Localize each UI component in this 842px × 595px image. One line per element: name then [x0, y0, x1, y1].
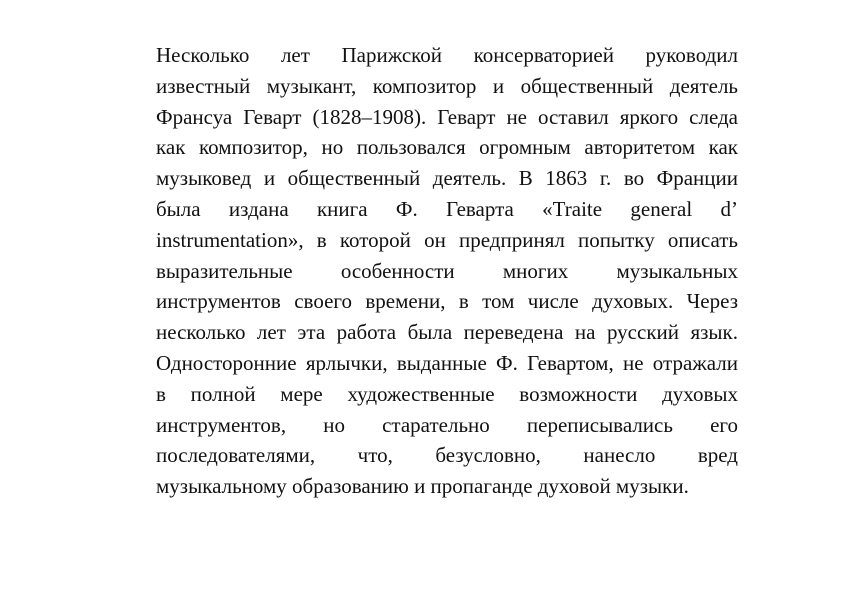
text-line-5: музыковед и общественный деятель. В 1863 г. во Франции [156, 166, 738, 191]
text-line-7: instrumentation», в которой он предпринял попытку описать [156, 227, 738, 252]
text-line-9: инструментов своего времени, в том числе духовых. Через [156, 289, 738, 314]
text-line-14: последователями, что, безусловно, нанесло вред [156, 443, 738, 468]
text-line-3: Франсуа Геварт (1828–1908). Геварт не оставил яркого следа [156, 104, 738, 129]
text-line-10: несколько лет эта работа была переведена на русский язык. [156, 320, 738, 345]
text-line-15: музыкальному образованию и пропаганде духовой музыки. [156, 474, 689, 499]
body-paragraph [156, 40, 738, 502]
text-line-6: была издана книга Ф. Геварта «Traite general d’ [156, 196, 738, 221]
text-line-2: известный музыкант, композитор и общественный деятель [156, 73, 738, 98]
text-line-1: Несколько лет Парижской консерваторией руководил [156, 43, 738, 67]
text-line-4: как композитор, но пользовался огромным авторитетом как [156, 135, 738, 160]
text-line-13: инструментов, но старательно переписывались его [156, 412, 738, 437]
text-line-12: в полной мере художественные возможности духовых [156, 381, 738, 406]
text-line-11: Односторонние ярлычки, выданные Ф. Гевартом, не отражали [156, 350, 738, 375]
text-line-8: выразительные особенности многих музыкальных [156, 258, 738, 283]
